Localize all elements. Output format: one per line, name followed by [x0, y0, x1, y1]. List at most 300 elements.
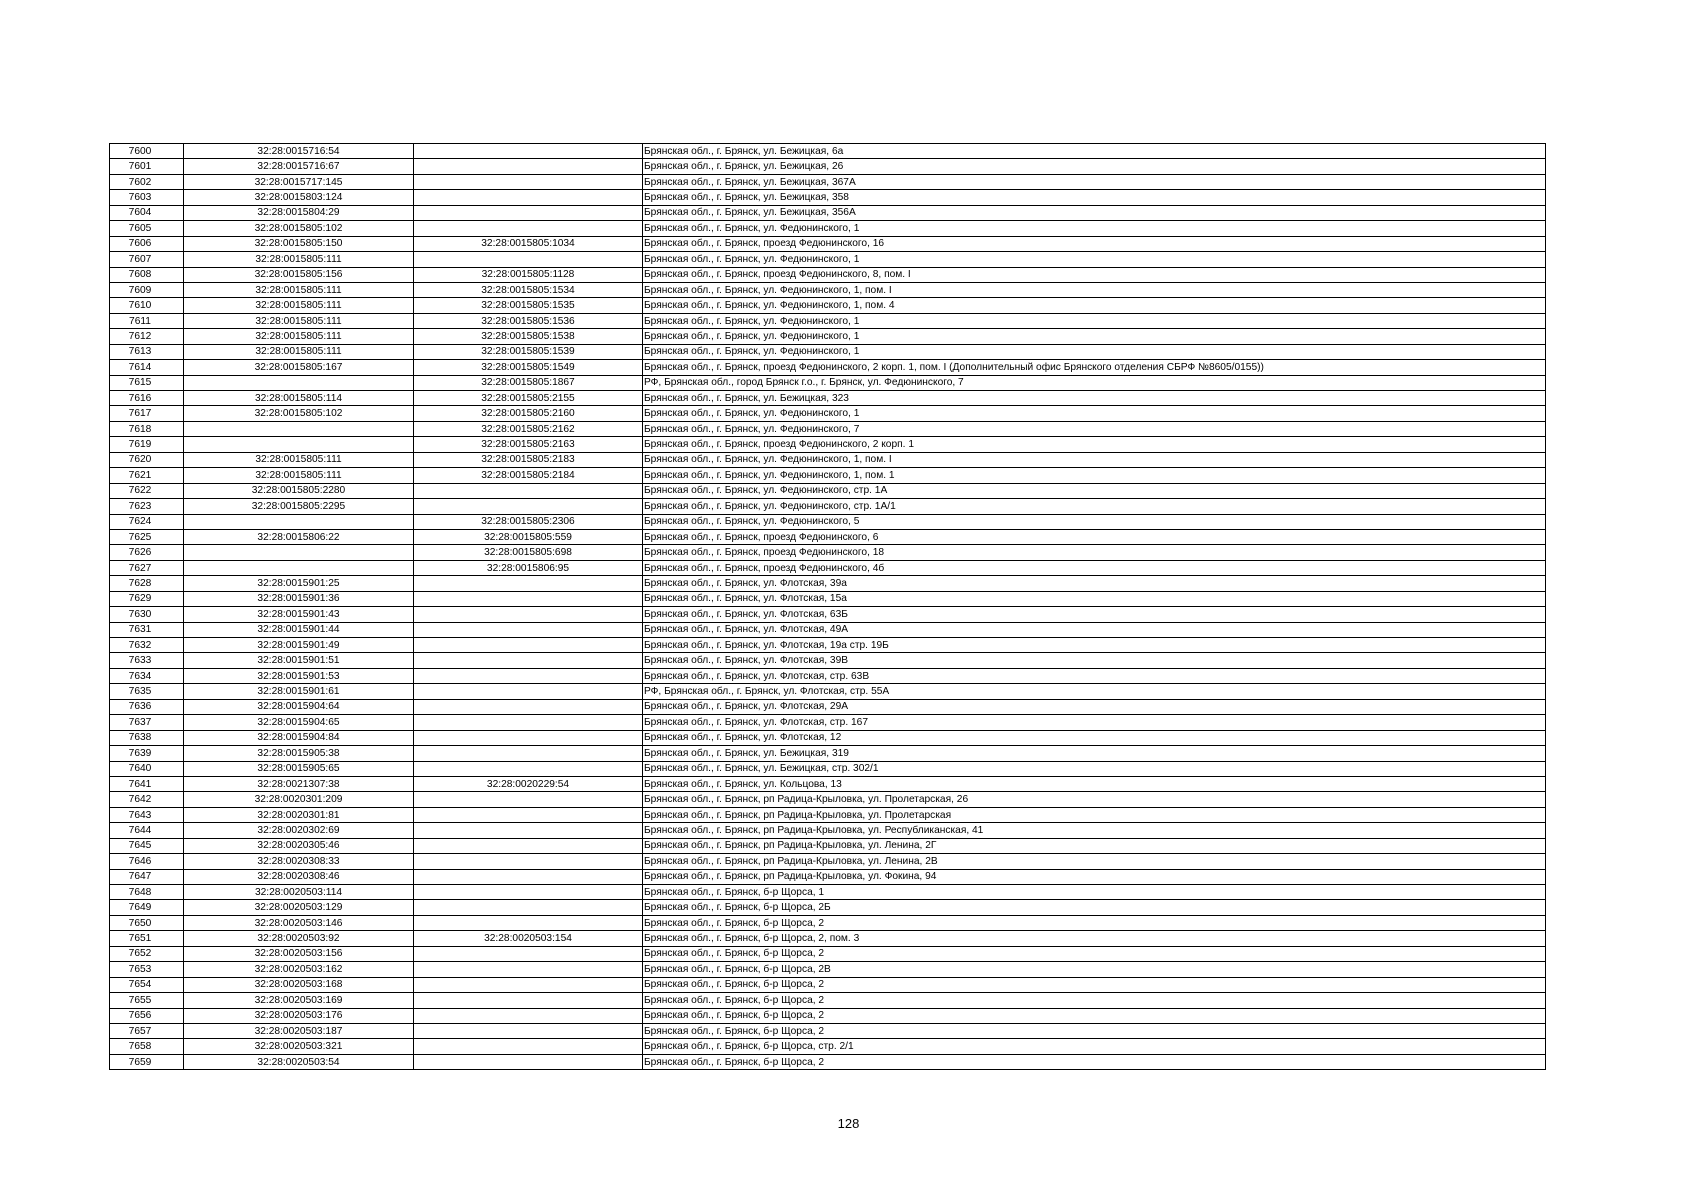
table-row — [110, 931, 1546, 946]
related-cadastral-number-cell: 32:28:0015805:1534 — [414, 282, 643, 297]
cadastral-number-cell: 32:28:0020503:54 — [184, 1054, 414, 1069]
table-row — [110, 221, 1546, 236]
cadastral-number-cell: 32:28:0015904:65 — [184, 715, 414, 730]
row-number-cell: 7615 — [110, 375, 184, 390]
address-cell: Брянская обл., г. Брянск, ул. Бежицкая, 319 — [643, 746, 1546, 761]
related-cadastral-number-cell — [414, 977, 643, 992]
cadastral-number-cell: 32:28:0015901:44 — [184, 622, 414, 637]
table-row — [110, 1054, 1546, 1069]
table-row — [110, 607, 1546, 622]
address-cell: Брянская обл., г. Брянск, ул. Бежицкая, 323 — [643, 391, 1546, 406]
address-cell: Брянская обл., г. Брянск, ул. Бежицкая, 356А — [643, 205, 1546, 220]
address-cell: Брянская обл., г. Брянск, ул. Кольцова, 13 — [643, 776, 1546, 791]
cadastral-number-cell: 32:28:0015805:150 — [184, 236, 414, 251]
address-cell: Брянская обл., г. Брянск, б-р Щорса, 2 — [643, 1023, 1546, 1038]
cadastral-number-cell — [184, 545, 414, 560]
row-number-cell: 7621 — [110, 468, 184, 483]
cadastral-number-cell: 32:28:0021307:38 — [184, 776, 414, 791]
related-cadastral-number-cell — [414, 221, 643, 236]
cadastral-number-cell: 32:28:0020503:129 — [184, 900, 414, 915]
cadastral-number-cell: 32:28:0015805:111 — [184, 329, 414, 344]
address-cell: Брянская обл., г. Брянск, б-р Щорса, 2Б — [643, 900, 1546, 915]
related-cadastral-number-cell — [414, 946, 643, 961]
cadastral-number-cell: 32:28:0015805:167 — [184, 360, 414, 375]
address-cell: Брянская обл., г. Брянск, ул. Флотская, 12 — [643, 730, 1546, 745]
address-cell: Брянская обл., г. Брянск, рп Радица-Крыловка, ул. Ленина, 2Г — [643, 838, 1546, 853]
row-number-cell: 7640 — [110, 761, 184, 776]
cadastral-number-cell: 32:28:0020305:46 — [184, 838, 414, 853]
related-cadastral-number-cell: 32:28:0015805:1549 — [414, 360, 643, 375]
related-cadastral-number-cell: 32:28:0015805:2306 — [414, 514, 643, 529]
row-number-cell: 7648 — [110, 885, 184, 900]
address-cell: Брянская обл., г. Брянск, проезд Федюнинского, 2 корп. 1 — [643, 437, 1546, 452]
cadastral-number-cell: 32:28:0015716:67 — [184, 159, 414, 174]
row-number-cell: 7655 — [110, 993, 184, 1008]
related-cadastral-number-cell — [414, 1039, 643, 1054]
row-number-cell: 7622 — [110, 483, 184, 498]
row-number-cell: 7643 — [110, 807, 184, 822]
table-row — [110, 545, 1546, 560]
related-cadastral-number-cell — [414, 483, 643, 498]
row-number-cell: 7626 — [110, 545, 184, 560]
related-cadastral-number-cell — [414, 869, 643, 884]
related-cadastral-number-cell — [414, 190, 643, 205]
row-number-cell: 7649 — [110, 900, 184, 915]
row-number-cell: 7646 — [110, 854, 184, 869]
related-cadastral-number-cell: 32:28:0015805:1034 — [414, 236, 643, 251]
related-cadastral-number-cell — [414, 576, 643, 591]
cadastral-number-cell: 32:28:0015805:111 — [184, 298, 414, 313]
row-number-cell: 7653 — [110, 962, 184, 977]
row-number-cell: 7618 — [110, 421, 184, 436]
cadastral-number-cell: 32:28:0020308:33 — [184, 854, 414, 869]
address-cell: Брянская обл., г. Брянск, ул. Федюнинского, 5 — [643, 514, 1546, 529]
cadastral-number-cell: 32:28:0020301:81 — [184, 807, 414, 822]
row-number-cell: 7659 — [110, 1054, 184, 1069]
related-cadastral-number-cell: 32:28:0015805:2163 — [414, 437, 643, 452]
table-row — [110, 190, 1546, 205]
address-cell: Брянская обл., г. Брянск, б-р Щорса, 2 — [643, 946, 1546, 961]
row-number-cell: 7644 — [110, 823, 184, 838]
row-number-cell: 7616 — [110, 391, 184, 406]
related-cadastral-number-cell: 32:28:0015805:2160 — [414, 406, 643, 421]
row-number-cell: 7603 — [110, 190, 184, 205]
table-row — [110, 668, 1546, 683]
cadastral-number-cell: 32:28:0020503:156 — [184, 946, 414, 961]
row-number-cell: 7634 — [110, 668, 184, 683]
related-cadastral-number-cell — [414, 1054, 643, 1069]
row-number-cell: 7625 — [110, 529, 184, 544]
address-cell: Брянская обл., г. Брянск, ул. Федюнинского, 1 — [643, 221, 1546, 236]
related-cadastral-number-cell — [414, 1023, 643, 1038]
table-row — [110, 375, 1546, 390]
address-cell: Брянская обл., г. Брянск, ул. Флотская, 63Б — [643, 607, 1546, 622]
address-cell: Брянская обл., г. Брянск, ул. Флотская, 39а — [643, 576, 1546, 591]
related-cadastral-number-cell — [414, 993, 643, 1008]
cadastral-number-cell — [184, 514, 414, 529]
table-row — [110, 282, 1546, 297]
cadastral-number-cell: 32:28:0015805:102 — [184, 406, 414, 421]
related-cadastral-number-cell — [414, 761, 643, 776]
related-cadastral-number-cell: 32:28:0015805:698 — [414, 545, 643, 560]
address-cell: Брянская обл., г. Брянск, ул. Федюнинского, 1 — [643, 252, 1546, 267]
address-cell: Брянская обл., г. Брянск, ул. Федюнинского, 1 — [643, 406, 1546, 421]
row-number-cell: 7631 — [110, 622, 184, 637]
related-cadastral-number-cell — [414, 622, 643, 637]
cadastral-number-cell: 32:28:0015901:49 — [184, 638, 414, 653]
table-row — [110, 993, 1546, 1008]
cadastral-number-cell: 32:28:0015805:2295 — [184, 499, 414, 514]
row-number-cell: 7604 — [110, 205, 184, 220]
row-number-cell: 7642 — [110, 792, 184, 807]
table-row — [110, 267, 1546, 282]
row-number-cell: 7632 — [110, 638, 184, 653]
cadastral-number-cell: 32:28:0015716:54 — [184, 144, 414, 159]
row-number-cell: 7636 — [110, 699, 184, 714]
related-cadastral-number-cell — [414, 144, 643, 159]
table-row — [110, 885, 1546, 900]
table-row — [110, 591, 1546, 606]
address-cell: Брянская обл., г. Брянск, ул. Флотская, стр. 63В — [643, 668, 1546, 683]
table-row — [110, 252, 1546, 267]
table-row — [110, 638, 1546, 653]
address-cell: Брянская обл., г. Брянск, ул. Флотская, 49А — [643, 622, 1546, 637]
related-cadastral-number-cell — [414, 638, 643, 653]
table-row — [110, 529, 1546, 544]
address-cell: Брянская обл., г. Брянск, ул. Федюнинского, 1 — [643, 344, 1546, 359]
cadastral-number-cell: 32:28:0020503:176 — [184, 1008, 414, 1023]
cadastral-number-cell: 32:28:0020503:162 — [184, 962, 414, 977]
address-cell: Брянская обл., г. Брянск, проезд Федюнинского, 6 — [643, 529, 1546, 544]
address-cell: Брянская обл., г. Брянск, б-р Щорса, 2 — [643, 993, 1546, 1008]
related-cadastral-number-cell — [414, 159, 643, 174]
address-cell: Брянская обл., г. Брянск, проезд Федюнинского, 4б — [643, 560, 1546, 575]
row-number-cell: 7633 — [110, 653, 184, 668]
row-number-cell: 7600 — [110, 144, 184, 159]
address-cell: Брянская обл., г. Брянск, ул. Бежицкая, 26 — [643, 159, 1546, 174]
address-cell: Брянская обл., г. Брянск, ул. Бежицкая, 367А — [643, 174, 1546, 189]
row-number-cell: 7639 — [110, 746, 184, 761]
related-cadastral-number-cell — [414, 854, 643, 869]
table-row — [110, 298, 1546, 313]
address-cell: Брянская обл., г. Брянск, б-р Щорса, 2В — [643, 962, 1546, 977]
cadastral-number-cell: 32:28:0020503:321 — [184, 1039, 414, 1054]
related-cadastral-number-cell — [414, 591, 643, 606]
table-row — [110, 962, 1546, 977]
address-cell: Брянская обл., г. Брянск, проезд Федюнинского, 16 — [643, 236, 1546, 251]
row-number-cell: 7607 — [110, 252, 184, 267]
row-number-cell: 7645 — [110, 838, 184, 853]
cadastral-number-cell: 32:28:0015805:2280 — [184, 483, 414, 498]
address-cell: Брянская обл., г. Брянск, проезд Федюнинского, 2 корп. 1, пом. I (Дополнительный офис Брянского отделения СБРФ №8605/0155)) — [643, 360, 1546, 375]
row-number-cell: 7654 — [110, 977, 184, 992]
table-row — [110, 468, 1546, 483]
table-row — [110, 406, 1546, 421]
related-cadastral-number-cell — [414, 792, 643, 807]
related-cadastral-number-cell: 32:28:0015806:95 — [414, 560, 643, 575]
table-row — [110, 900, 1546, 915]
cadastral-number-cell — [184, 375, 414, 390]
table-row — [110, 838, 1546, 853]
cadastral-number-cell: 32:28:0015805:111 — [184, 344, 414, 359]
address-cell: Брянская обл., г. Брянск, рп Радица-Крыловка, ул. Фокина, 94 — [643, 869, 1546, 884]
cadastral-number-cell: 32:28:0015805:111 — [184, 252, 414, 267]
address-cell: Брянская обл., г. Брянск, ул. Федюнинского, 1 — [643, 313, 1546, 328]
table-row — [110, 391, 1546, 406]
cadastral-number-cell — [184, 437, 414, 452]
row-number-cell: 7658 — [110, 1039, 184, 1054]
related-cadastral-number-cell: 32:28:0015805:1535 — [414, 298, 643, 313]
related-cadastral-number-cell — [414, 499, 643, 514]
address-cell: Брянская обл., г. Брянск, рп Радица-Крыловка, ул. Ленина, 2В — [643, 854, 1546, 869]
address-cell: Брянская обл., г. Брянск, рп Радица-Крыловка, ул. Пролетарская — [643, 807, 1546, 822]
address-cell: Брянская обл., г. Брянск, ул. Федюнинского, 1, пом. I — [643, 452, 1546, 467]
cadastral-number-cell: 32:28:0015901:61 — [184, 684, 414, 699]
cadastral-number-cell: 32:28:0015804:29 — [184, 205, 414, 220]
cadastral-number-cell: 32:28:0015905:65 — [184, 761, 414, 776]
row-number-cell: 7606 — [110, 236, 184, 251]
address-cell: Брянская обл., г. Брянск, ул. Бежицкая, 358 — [643, 190, 1546, 205]
table-row — [110, 823, 1546, 838]
related-cadastral-number-cell — [414, 205, 643, 220]
cadastral-number-cell — [184, 560, 414, 575]
cadastral-number-cell: 32:28:0015805:114 — [184, 391, 414, 406]
related-cadastral-number-cell: 32:28:0015805:2162 — [414, 421, 643, 436]
row-number-cell: 7629 — [110, 591, 184, 606]
row-number-cell: 7641 — [110, 776, 184, 791]
related-cadastral-number-cell — [414, 823, 643, 838]
table-row — [110, 776, 1546, 791]
related-cadastral-number-cell — [414, 807, 643, 822]
cadastral-number-cell: 32:28:0015905:38 — [184, 746, 414, 761]
cadastral-number-cell: 32:28:0015805:156 — [184, 267, 414, 282]
cadastral-number-cell: 32:28:0015904:64 — [184, 699, 414, 714]
table-row — [110, 622, 1546, 637]
cadastral-number-cell: 32:28:0015901:51 — [184, 653, 414, 668]
row-number-cell: 7617 — [110, 406, 184, 421]
cadastral-number-cell: 32:28:0015805:111 — [184, 313, 414, 328]
table-row — [110, 514, 1546, 529]
cadastral-number-cell: 32:28:0020503:168 — [184, 977, 414, 992]
row-number-cell: 7652 — [110, 946, 184, 961]
related-cadastral-number-cell: 32:28:0020503:154 — [414, 931, 643, 946]
table-row — [110, 946, 1546, 961]
cadastral-number-cell: 32:28:0015805:111 — [184, 468, 414, 483]
address-cell: Брянская обл., г. Брянск, рп Радица-Крыловка, ул. Пролетарская, 26 — [643, 792, 1546, 807]
table-row — [110, 421, 1546, 436]
table-row — [110, 360, 1546, 375]
related-cadastral-number-cell: 32:28:0015805:2155 — [414, 391, 643, 406]
related-cadastral-number-cell: 32:28:0015805:2183 — [414, 452, 643, 467]
table-row — [110, 437, 1546, 452]
address-cell: Брянская обл., г. Брянск, ул. Бежицкая, стр. 302/1 — [643, 761, 1546, 776]
related-cadastral-number-cell: 32:28:0015805:1538 — [414, 329, 643, 344]
row-number-cell: 7609 — [110, 282, 184, 297]
address-cell: Брянская обл., г. Брянск, ул. Флотская, 29А — [643, 699, 1546, 714]
cadastral-number-cell: 32:28:0020503:92 — [184, 931, 414, 946]
row-number-cell: 7638 — [110, 730, 184, 745]
table-row — [110, 236, 1546, 251]
related-cadastral-number-cell — [414, 699, 643, 714]
row-number-cell: 7637 — [110, 715, 184, 730]
table-row — [110, 159, 1546, 174]
row-number-cell: 7630 — [110, 607, 184, 622]
address-cell: Брянская обл., г. Брянск, ул. Флотская, 19а стр. 19Б — [643, 638, 1546, 653]
row-number-cell: 7628 — [110, 576, 184, 591]
related-cadastral-number-cell: 32:28:0015805:2184 — [414, 468, 643, 483]
table-row — [110, 329, 1546, 344]
address-cell: Брянская обл., г. Брянск, проезд Федюнинского, 8, пом. I — [643, 267, 1546, 282]
address-cell: Брянская обл., г. Брянск, ул. Федюнинского, 1, пом. 1 — [643, 468, 1546, 483]
table-row — [110, 452, 1546, 467]
cadastral-number-cell: 32:28:0015901:36 — [184, 591, 414, 606]
row-number-cell: 7627 — [110, 560, 184, 575]
cadastral-number-cell: 32:28:0015805:111 — [184, 282, 414, 297]
table-row — [110, 915, 1546, 930]
registry-table — [109, 143, 1546, 1070]
related-cadastral-number-cell — [414, 684, 643, 699]
table-row — [110, 313, 1546, 328]
cadastral-number-cell: 32:28:0020308:46 — [184, 869, 414, 884]
row-number-cell: 7624 — [110, 514, 184, 529]
row-number-cell: 7610 — [110, 298, 184, 313]
table-row — [110, 746, 1546, 761]
registry-table-body — [110, 144, 1546, 1070]
table-row — [110, 699, 1546, 714]
table-row — [110, 483, 1546, 498]
address-cell: Брянская обл., г. Брянск, б-р Щорса, 2 — [643, 915, 1546, 930]
cadastral-number-cell: 32:28:0015904:84 — [184, 730, 414, 745]
table-row — [110, 869, 1546, 884]
address-cell: Брянская обл., г. Брянск, ул. Федюнинского, 7 — [643, 421, 1546, 436]
cadastral-number-cell: 32:28:0015805:111 — [184, 452, 414, 467]
cadastral-number-cell: 32:28:0020503:169 — [184, 993, 414, 1008]
address-cell: Брянская обл., г. Брянск, ул. Федюнинского, 1, пом. I — [643, 282, 1546, 297]
row-number-cell: 7605 — [110, 221, 184, 236]
table-row — [110, 144, 1546, 159]
related-cadastral-number-cell — [414, 174, 643, 189]
row-number-cell: 7608 — [110, 267, 184, 282]
row-number-cell: 7620 — [110, 452, 184, 467]
row-number-cell: 7650 — [110, 915, 184, 930]
related-cadastral-number-cell — [414, 962, 643, 977]
related-cadastral-number-cell — [414, 715, 643, 730]
table-row — [110, 1008, 1546, 1023]
table-row — [110, 576, 1546, 591]
cadastral-number-cell: 32:28:0020301:209 — [184, 792, 414, 807]
cadastral-number-cell: 32:28:0015806:22 — [184, 529, 414, 544]
table-row — [110, 761, 1546, 776]
row-number-cell: 7623 — [110, 499, 184, 514]
address-cell: Брянская обл., г. Брянск, ул. Флотская, стр. 167 — [643, 715, 1546, 730]
address-cell: Брянская обл., г. Брянск, б-р Щорса, 1 — [643, 885, 1546, 900]
related-cadastral-number-cell: 32:28:0015805:1128 — [414, 267, 643, 282]
row-number-cell: 7611 — [110, 313, 184, 328]
related-cadastral-number-cell — [414, 838, 643, 853]
table-row — [110, 205, 1546, 220]
related-cadastral-number-cell — [414, 730, 643, 745]
address-cell: Брянская обл., г. Брянск, ул. Федюнинского, 1, пом. 4 — [643, 298, 1546, 313]
cadastral-number-cell: 32:28:0020503:187 — [184, 1023, 414, 1038]
table-row — [110, 344, 1546, 359]
address-cell: Брянская обл., г. Брянск, б-р Щорса, 2, пом. 3 — [643, 931, 1546, 946]
address-cell: Брянская обл., г. Брянск, ул. Федюнинского, стр. 1А/1 — [643, 499, 1546, 514]
address-cell: Брянская обл., г. Брянск, б-р Щорса, 2 — [643, 1054, 1546, 1069]
row-number-cell: 7619 — [110, 437, 184, 452]
cadastral-number-cell: 32:28:0015803:124 — [184, 190, 414, 205]
address-cell: Брянская обл., г. Брянск, ул. Флотская, 15а — [643, 591, 1546, 606]
related-cadastral-number-cell — [414, 1008, 643, 1023]
row-number-cell: 7651 — [110, 931, 184, 946]
related-cadastral-number-cell: 32:28:0015805:1536 — [414, 313, 643, 328]
row-number-cell: 7602 — [110, 174, 184, 189]
row-number-cell: 7647 — [110, 869, 184, 884]
related-cadastral-number-cell — [414, 607, 643, 622]
table-row — [110, 730, 1546, 745]
address-cell: Брянская обл., г. Брянск, б-р Щорса, 2 — [643, 977, 1546, 992]
address-cell: Брянская обл., г. Брянск, ул. Флотская, 39В — [643, 653, 1546, 668]
cadastral-number-cell: 32:28:0015717:145 — [184, 174, 414, 189]
cadastral-number-cell: 32:28:0015901:53 — [184, 668, 414, 683]
related-cadastral-number-cell — [414, 885, 643, 900]
address-cell: Брянская обл., г. Брянск, б-р Щорса, стр. 2/1 — [643, 1039, 1546, 1054]
cadastral-number-cell: 32:28:0020302:69 — [184, 823, 414, 838]
address-cell: Брянская обл., г. Брянск, ул. Бежицкая, 6а — [643, 144, 1546, 159]
related-cadastral-number-cell: 32:28:0015805:559 — [414, 529, 643, 544]
cadastral-number-cell: 32:28:0015805:102 — [184, 221, 414, 236]
related-cadastral-number-cell — [414, 653, 643, 668]
row-number-cell: 7657 — [110, 1023, 184, 1038]
related-cadastral-number-cell — [414, 900, 643, 915]
address-cell: Брянская обл., г. Брянск, проезд Федюнинского, 18 — [643, 545, 1546, 560]
table-row — [110, 499, 1546, 514]
row-number-cell: 7635 — [110, 684, 184, 699]
table-row — [110, 560, 1546, 575]
table-row — [110, 792, 1546, 807]
table-row — [110, 653, 1546, 668]
table-row — [110, 1023, 1546, 1038]
address-cell: Брянская обл., г. Брянск, б-р Щорса, 2 — [643, 1008, 1546, 1023]
address-cell: РФ, Брянская обл., город Брянск г.о., г. Брянск, ул. Федюнинского, 7 — [643, 375, 1546, 390]
address-cell: Брянская обл., г. Брянск, ул. Федюнинского, стр. 1А — [643, 483, 1546, 498]
row-number-cell: 7613 — [110, 344, 184, 359]
cadastral-number-cell: 32:28:0015901:25 — [184, 576, 414, 591]
related-cadastral-number-cell: 32:28:0015805:1539 — [414, 344, 643, 359]
table-row — [110, 977, 1546, 992]
related-cadastral-number-cell — [414, 915, 643, 930]
row-number-cell: 7614 — [110, 360, 184, 375]
table-row — [110, 854, 1546, 869]
row-number-cell: 7601 — [110, 159, 184, 174]
address-cell: РФ, Брянская обл., г. Брянск, ул. Флотская, стр. 55А — [643, 684, 1546, 699]
cadastral-number-cell — [184, 421, 414, 436]
table-row — [110, 715, 1546, 730]
table-row — [110, 807, 1546, 822]
related-cadastral-number-cell — [414, 746, 643, 761]
page-number: 128 — [837, 1116, 860, 1131]
related-cadastral-number-cell — [414, 668, 643, 683]
cadastral-number-cell: 32:28:0020503:146 — [184, 915, 414, 930]
table-row — [110, 1039, 1546, 1054]
table-row — [110, 684, 1546, 699]
related-cadastral-number-cell — [414, 252, 643, 267]
address-cell: Брянская обл., г. Брянск, ул. Федюнинского, 1 — [643, 329, 1546, 344]
cadastral-number-cell: 32:28:0020503:114 — [184, 885, 414, 900]
table-row — [110, 174, 1546, 189]
row-number-cell: 7656 — [110, 1008, 184, 1023]
address-cell: Брянская обл., г. Брянск, рп Радица-Крыловка, ул. Республиканская, 41 — [643, 823, 1546, 838]
related-cadastral-number-cell: 32:28:0020229:54 — [414, 776, 643, 791]
